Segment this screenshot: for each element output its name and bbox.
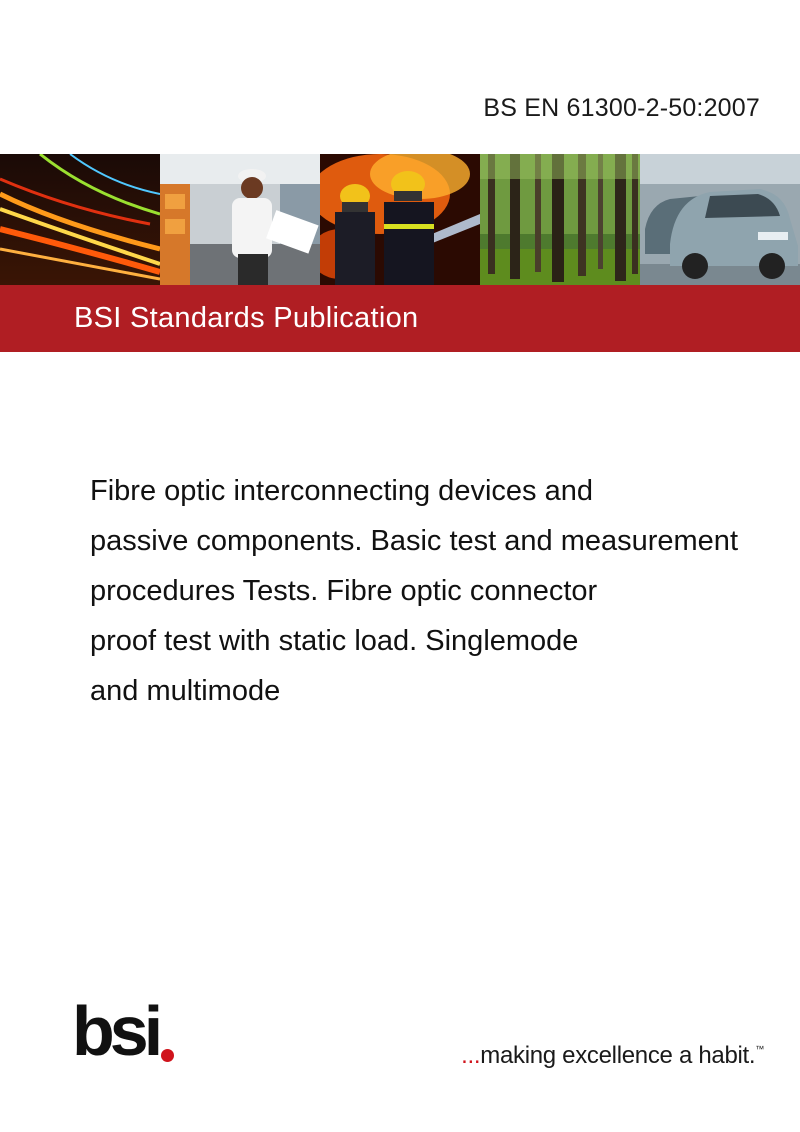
firefighters-photo (320, 154, 480, 285)
bsi-logo (72, 992, 182, 1070)
tagline-dots: ... (461, 1042, 481, 1069)
band-title: BSI Standards Publication (74, 302, 419, 334)
title-line: proof test with static load. Singlemode (90, 625, 579, 657)
logo-text: bsi (72, 992, 159, 1070)
title-line: procedures Tests. Fibre optic connector (90, 575, 598, 607)
tagline-text: making excellence a habit. (480, 1042, 756, 1069)
standard-number: BS EN 61300-2-50:2007 (483, 94, 760, 122)
light-trails-photo (0, 154, 160, 285)
title-line: passive components. Basic test and measurement (90, 525, 738, 557)
photo-strip (0, 154, 800, 285)
logo-dot-icon (161, 1049, 174, 1062)
forest-photo (480, 154, 640, 285)
tagline (461, 1042, 764, 1070)
document-title (90, 466, 800, 716)
warehouse-worker-photo (160, 154, 320, 285)
title-line: and multimode (90, 675, 281, 707)
car-production-line-photo (640, 154, 800, 285)
trademark-mark: ™ (755, 1044, 764, 1054)
title-line: Fibre optic interconnecting devices and (90, 475, 593, 507)
publication-band (0, 285, 800, 352)
